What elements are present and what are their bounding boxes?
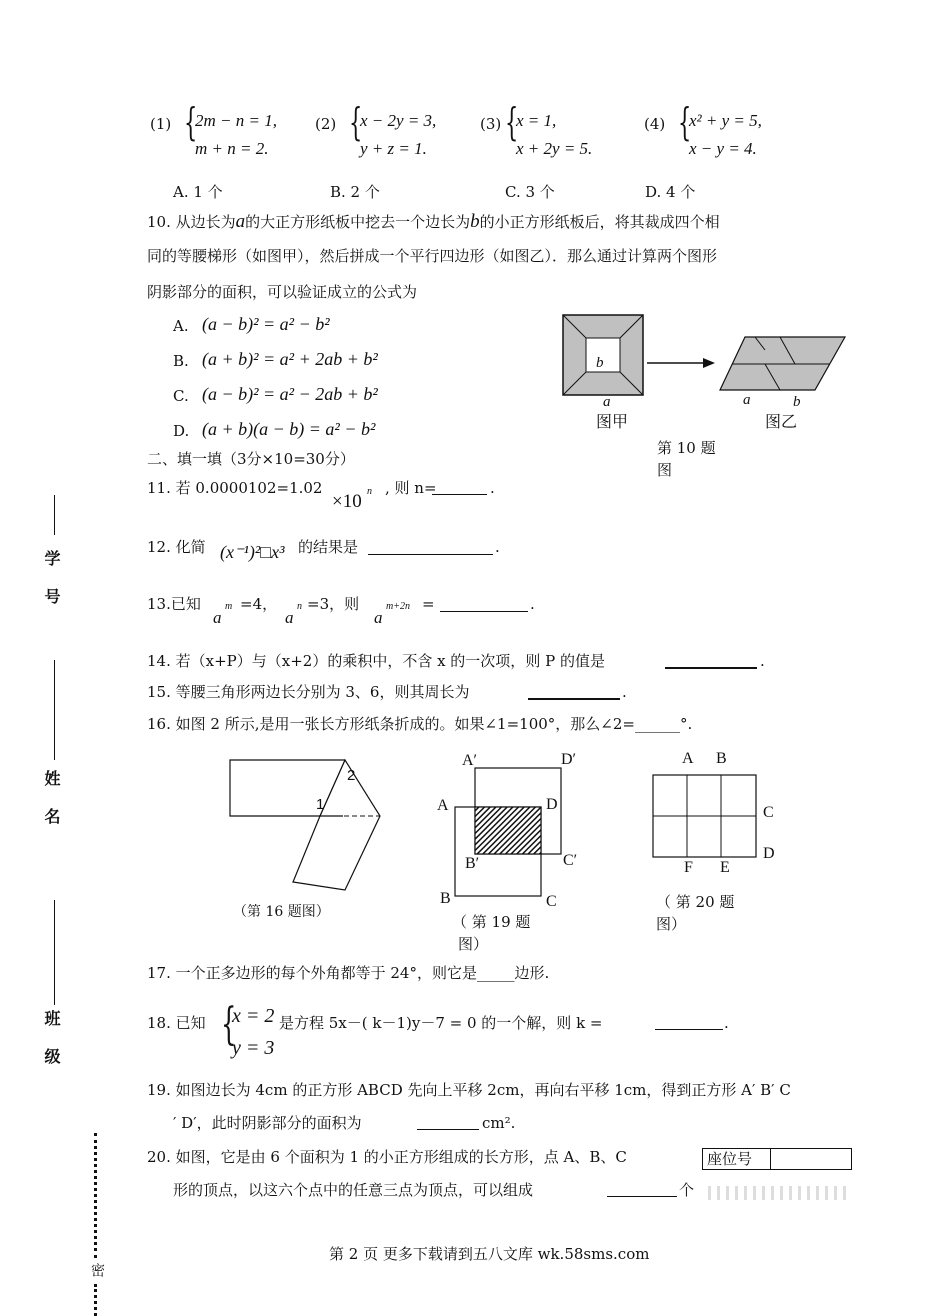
q20-line-1: 20. 如图，它是由 6 个面积为 1 的小正方形组成的长方形，点 A、B、C bbox=[147, 1148, 627, 1166]
q12-tail: 的结果是 bbox=[298, 538, 359, 556]
q18-pre: 18. 已知 bbox=[147, 1014, 206, 1032]
q10-text: 10. 从边长为 bbox=[147, 213, 236, 231]
q9-choice-d: D. 4 个 bbox=[645, 183, 696, 201]
q10-choice-a-label: A. bbox=[173, 317, 189, 335]
brace-icon: { bbox=[184, 100, 198, 144]
fig20-caption-2: 图） bbox=[656, 915, 687, 933]
var-a: a bbox=[235, 211, 246, 232]
fig19-label-c-prime: C′ bbox=[563, 852, 578, 869]
side-name: 姓名 bbox=[42, 770, 61, 846]
q10-text: 的小正方形纸板后，将其裁成四个相 bbox=[479, 213, 720, 231]
q13-end: . bbox=[530, 595, 535, 613]
q19-unit: cm². bbox=[482, 1114, 516, 1132]
var-b: b bbox=[470, 211, 480, 232]
fig10-caption-yi: 图乙 bbox=[765, 412, 798, 431]
q17-text: 17. 一个正多边形的每个外角都等于 24°，则它是_____边形. bbox=[147, 964, 550, 982]
q19-line-1: 19. 如图边长为 4cm 的正方形 ABCD 先向上平移 2cm，再向右平移 1cm，得到正方形 A′ B′ C bbox=[147, 1081, 791, 1099]
brace-icon: { bbox=[505, 100, 519, 144]
q19-answer-blank[interactable] bbox=[417, 1115, 479, 1130]
q9-choice-a: A. 1 个 bbox=[173, 183, 223, 201]
fig16-caption: （第 16 题图） bbox=[233, 904, 330, 920]
q13-a3: a bbox=[374, 608, 383, 627]
fig19-label-c: C bbox=[546, 893, 557, 910]
q13-a-exp: m bbox=[225, 601, 233, 612]
q14-end: . bbox=[760, 652, 765, 670]
fig19-translated-squares bbox=[440, 760, 580, 900]
fig16-angle-1: 1 bbox=[316, 796, 325, 813]
q10-choice-c-label: C. bbox=[173, 387, 189, 405]
fig10-label-b-inner: b bbox=[596, 355, 604, 371]
q12-formula: (x⁻¹)²□x³ bbox=[220, 542, 285, 562]
fig20-label-e: E bbox=[720, 859, 730, 876]
q18-eq-2: y = 3 bbox=[232, 1037, 275, 1059]
q9-option-4-eq2: x − y = 4. bbox=[689, 139, 757, 158]
q20-line-2: 形的顶点，以这六个点中的任意三点为顶点，可以组成 bbox=[173, 1181, 534, 1199]
q12-end: . bbox=[495, 538, 500, 556]
brace-icon: { bbox=[221, 999, 237, 1050]
q10-choice-d-formula: (a + b)(a − b) = a² − b² bbox=[202, 419, 376, 439]
q13-answer-blank[interactable] bbox=[440, 597, 528, 612]
q13-text: 13.已知 bbox=[147, 595, 201, 613]
q9-option-1-number: (1) bbox=[150, 115, 172, 133]
q9-option-1-eq1: 2m − n = 1, bbox=[195, 111, 277, 130]
fig19-label-b-prime: B′ bbox=[465, 855, 480, 872]
side-line bbox=[54, 900, 55, 1005]
q13-a3-exp: m+2n bbox=[386, 601, 410, 612]
seal-dotted-line bbox=[94, 1284, 97, 1316]
q10-line-1 bbox=[147, 212, 720, 231]
q10-choice-b-formula: (a + b)² = a² + 2ab + b² bbox=[202, 349, 378, 369]
q18-answer-blank[interactable] bbox=[655, 1015, 723, 1030]
seat-box-shadow bbox=[702, 1186, 850, 1200]
fig16-paper-strip bbox=[225, 755, 395, 895]
q11-answer-blank[interactable] bbox=[432, 480, 487, 495]
q10-line-2: 同的等腰梯形（如图甲），然后拼成一个平行四边形（如图乙）．那么通过计算两个图形 bbox=[147, 247, 718, 265]
fig20-caption-1: （ 第 20 题 bbox=[656, 893, 735, 911]
q16-text: 16. 如图 2 所示,是用一张长方形纸条折成的。如果∠1=100°，那么∠2=______°. bbox=[147, 715, 693, 733]
fig19-caption-2: 图） bbox=[458, 935, 489, 953]
q11-end: . bbox=[490, 479, 495, 497]
q13-a2-exp: n bbox=[297, 601, 302, 612]
side-line bbox=[54, 660, 55, 760]
q15-end: . bbox=[622, 683, 627, 701]
q19-line-2: ′ D′，此时阴影部分的面积为 bbox=[173, 1114, 362, 1132]
page-footer: 第 2 页 更多下载请到五八文库 wk.58sms.com bbox=[329, 1245, 650, 1263]
q11-tail: , 则 n= bbox=[385, 479, 437, 497]
q14-answer-blank[interactable] bbox=[665, 653, 757, 669]
fig10-yi-label-a: a bbox=[743, 392, 751, 408]
fig10-yi-label-b: b bbox=[793, 394, 801, 410]
fig20-label-d: D bbox=[763, 845, 775, 862]
section-heading: 二、填一填（3分×10=30分） bbox=[147, 450, 355, 468]
q13-a: a bbox=[213, 608, 222, 627]
fig10-caption-jia: 图甲 bbox=[596, 412, 629, 431]
fig20-label-c: C bbox=[763, 804, 774, 821]
q9-option-3-eq1: x = 1, bbox=[516, 111, 557, 130]
side-class: 班级 bbox=[42, 1010, 61, 1086]
seal-dotted-line bbox=[94, 1133, 97, 1258]
q14-text: 14. 若（x+P）与（x+2）的乘积中，不含 x 的一次项，则 P 的值是 bbox=[147, 652, 605, 670]
q10-choice-a-formula: (a − b)² = a² − b² bbox=[202, 314, 330, 334]
q13-v1: =4， bbox=[240, 595, 278, 613]
fig19-label-d: D bbox=[546, 796, 558, 813]
q11-text: 11. 若 0.0000102=1.02 bbox=[147, 479, 323, 497]
brace-icon: { bbox=[678, 100, 692, 144]
q9-option-2-number: (2) bbox=[315, 115, 337, 133]
q13-v3: = bbox=[422, 595, 435, 613]
seat-number-label: 座位号 bbox=[707, 1150, 753, 1168]
fig19-label-d-prime: D′ bbox=[561, 751, 577, 768]
q9-option-3-eq2: x + 2y = 5. bbox=[516, 139, 593, 158]
q13-v2: =3，则 bbox=[307, 595, 360, 613]
q11-exponent: n bbox=[367, 486, 372, 497]
q10-choice-c-formula: (a − b)² = a² − 2ab + b² bbox=[202, 384, 378, 404]
seat-number-box[interactable] bbox=[702, 1148, 852, 1170]
q15-text: 15. 等腰三角形两边长分别为 3、6，则其周长为 bbox=[147, 683, 470, 701]
q15-answer-blank[interactable] bbox=[528, 684, 620, 700]
fig20-label-f: F bbox=[684, 859, 693, 876]
fig10-caption-1: 第 10 题 bbox=[657, 439, 716, 457]
fig10-caption-2: 图 bbox=[657, 461, 673, 479]
q11-times-ten: ×10 bbox=[332, 491, 362, 512]
fig10-label-a: a bbox=[603, 394, 611, 410]
q20-tail: 个 bbox=[679, 1181, 695, 1199]
q13-a2: a bbox=[285, 608, 294, 627]
fig19-label-b: B bbox=[440, 890, 451, 907]
fig19-label-a: A bbox=[437, 797, 449, 814]
q18-text: 是方程 5x－( k－1)y－7 = 0 的一个解，则 k = bbox=[279, 1014, 603, 1032]
q9-choice-b: B. 2 个 bbox=[330, 183, 380, 201]
brace-icon: { bbox=[349, 100, 363, 144]
q20-answer-blank[interactable] bbox=[607, 1182, 677, 1197]
seat-number-divider bbox=[770, 1149, 771, 1169]
q9-option-4-number: (4) bbox=[644, 115, 666, 133]
side-line bbox=[54, 495, 55, 535]
q9-choice-c: C. 3 个 bbox=[505, 183, 555, 201]
q9-option-2-eq2: y + z = 1. bbox=[360, 139, 427, 158]
q9-option-2-eq1: x − 2y = 3, bbox=[360, 111, 437, 130]
q18-end: . bbox=[724, 1014, 729, 1032]
seal-label: 密 bbox=[89, 1263, 105, 1277]
q9-option-4-eq1: x² + y = 5, bbox=[689, 111, 762, 130]
q10-choice-d-label: D. bbox=[173, 422, 190, 440]
fig19-caption-1: （ 第 19 题 bbox=[452, 913, 531, 931]
fig20-label-a: A bbox=[682, 750, 694, 767]
q12-text: 12. 化简 bbox=[147, 538, 206, 556]
q12-answer-blank[interactable] bbox=[368, 540, 493, 555]
arrow-icon bbox=[647, 358, 715, 368]
fig20-grid-rectangle bbox=[650, 772, 760, 862]
fig19-label-a-prime: A′ bbox=[462, 752, 478, 769]
q9-option-1-eq2: m + n = 2. bbox=[195, 139, 269, 158]
fig20-label-b: B bbox=[716, 750, 727, 767]
q18-eq-1: x = 2 bbox=[232, 1005, 275, 1027]
q10-line-3: 阴影部分的面积，可以验证成立的公式为 bbox=[147, 283, 418, 301]
q9-option-3-number: (3) bbox=[480, 115, 502, 133]
figure-yi bbox=[720, 337, 845, 390]
fig16-angle-2: 2 bbox=[347, 767, 356, 784]
q10-text: 的大正方形纸板中挖去一个边长为 bbox=[245, 213, 471, 231]
side-student-number: 学号 bbox=[42, 550, 61, 626]
q10-choice-b-label: B. bbox=[173, 352, 189, 370]
